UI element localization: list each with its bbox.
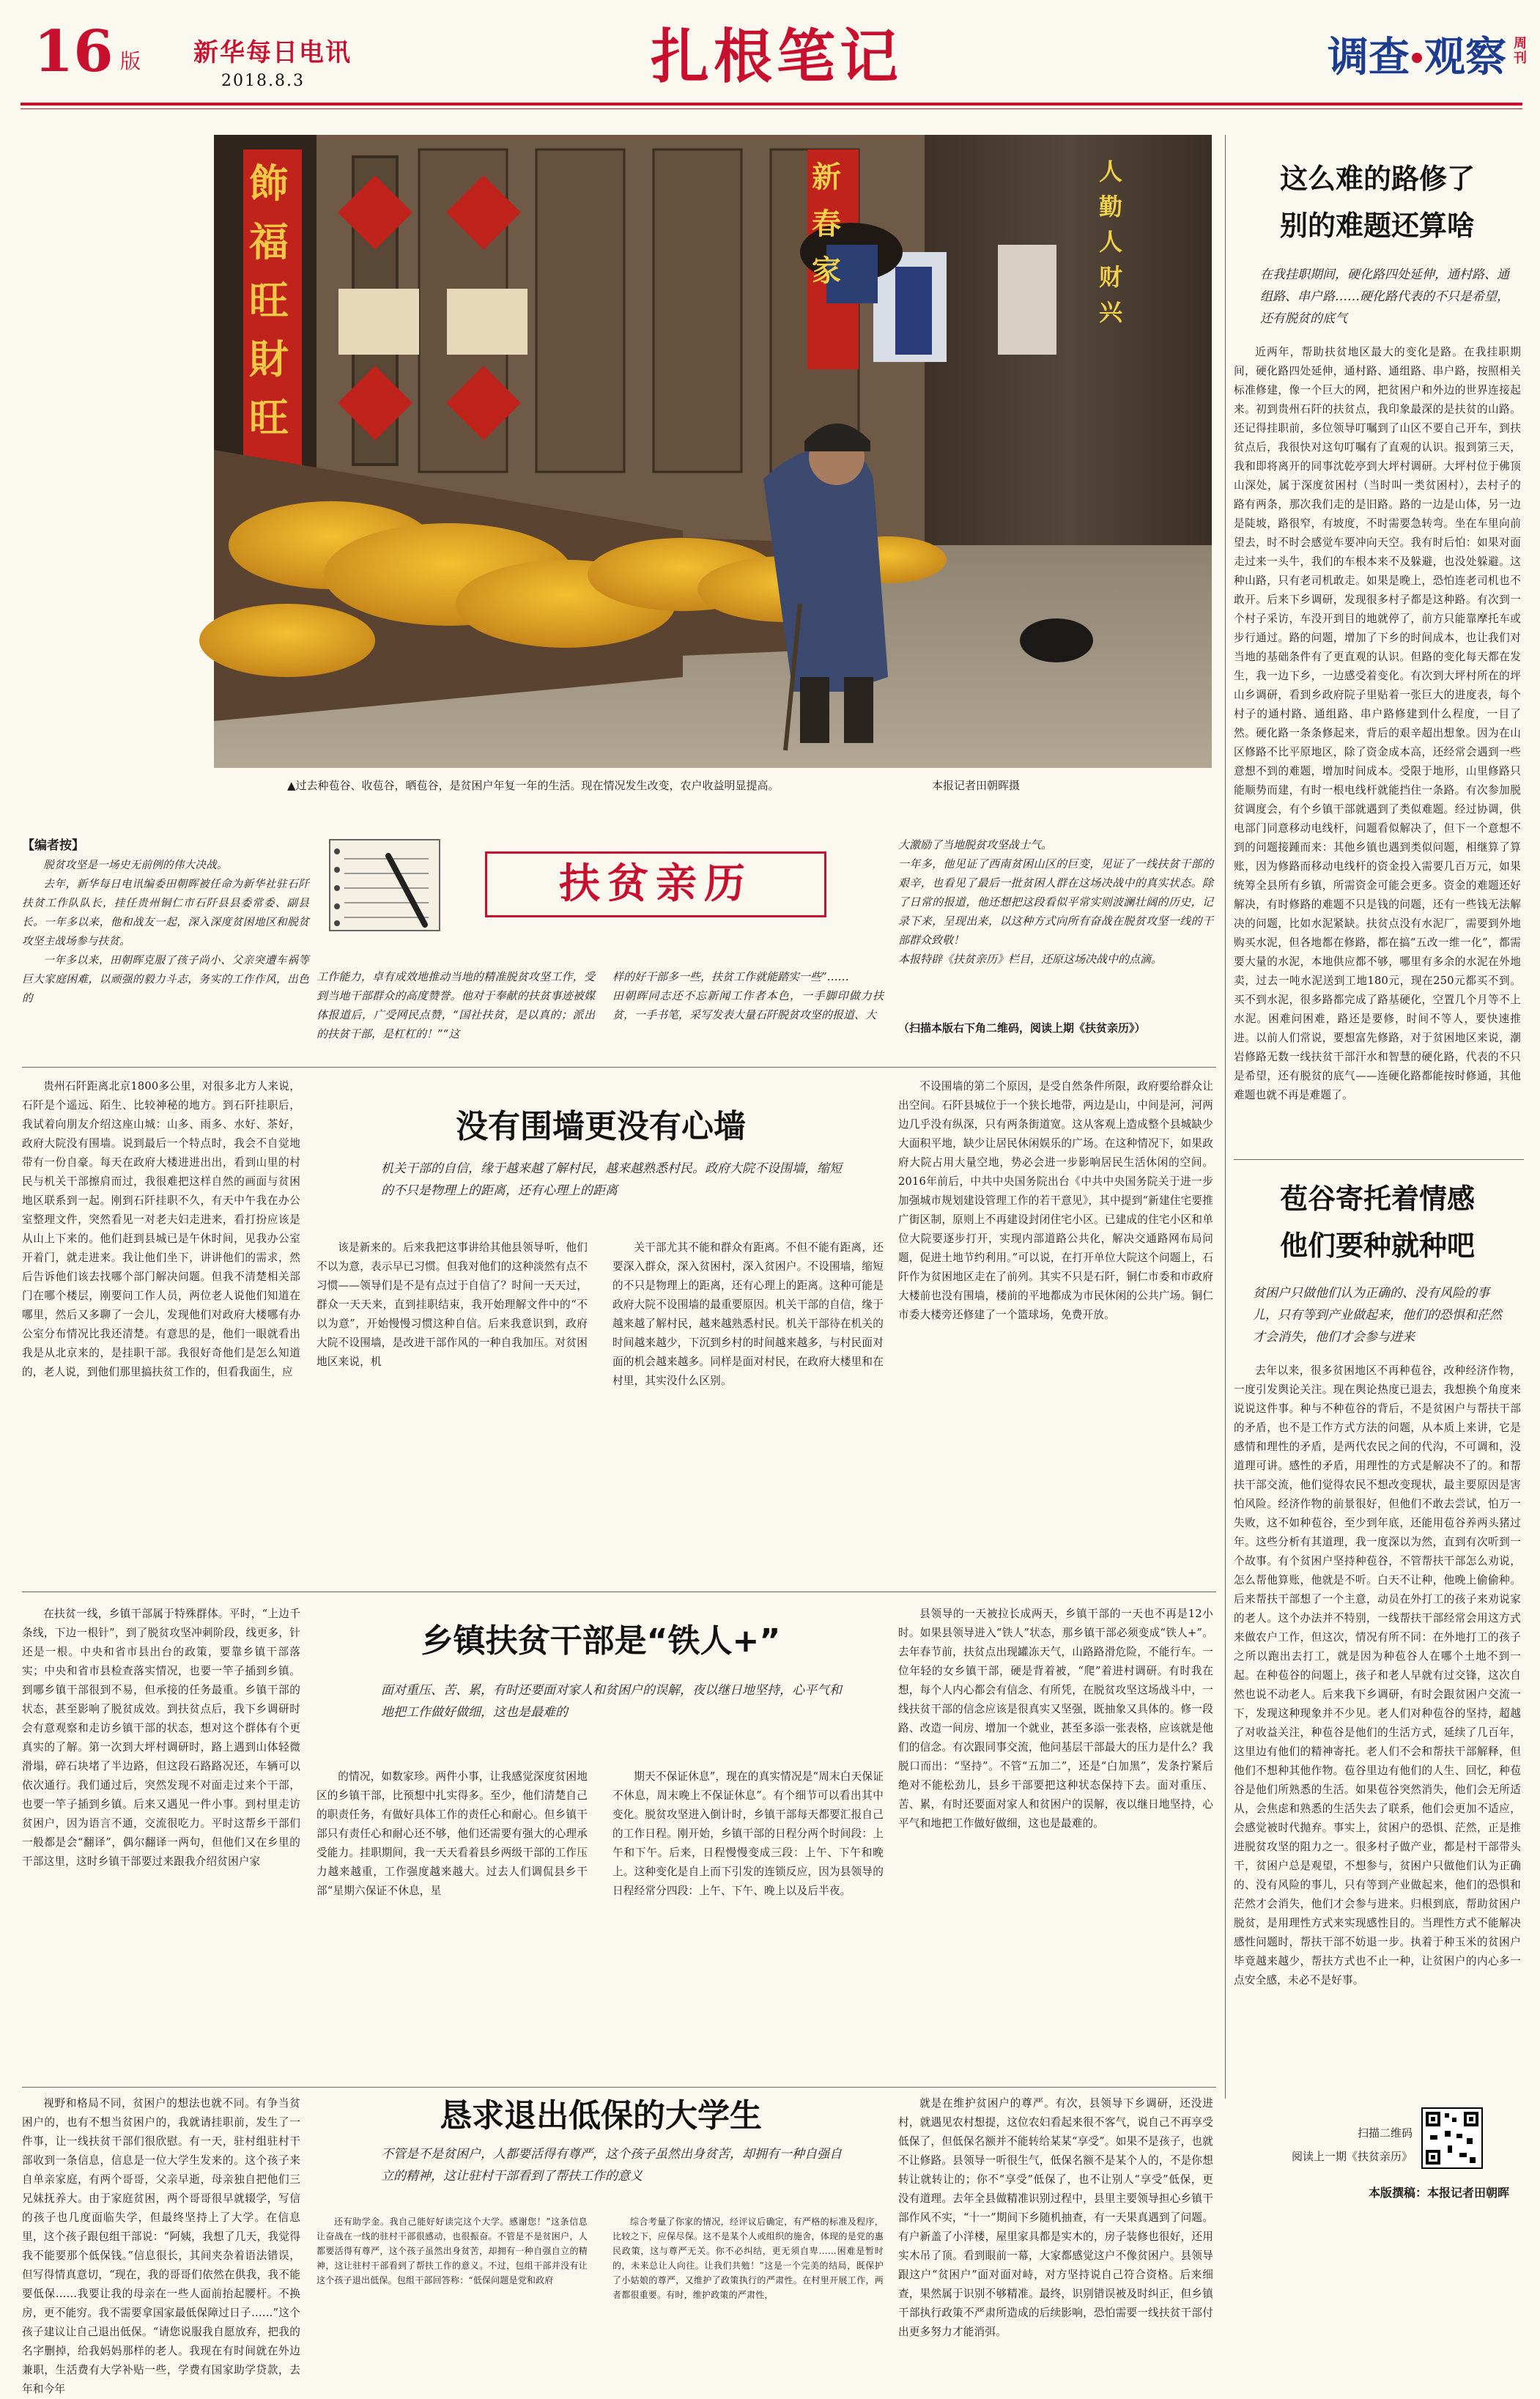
left-divider-3 (22, 2087, 1216, 2088)
right-section-divider (1234, 1159, 1524, 1160)
article-cadre-col2: 的情况，如数家珍。两件小事，让我感觉深度贫困地区的乡镇干部，比预想中扎实得多。至少，他们清楚自己的职责任务，有做好具体工作的责任心和耐心。但乡镇干部只有责任心和耐心还不够，他们还需要有强大的心理承受能力。挂职期间，我一天天看着县乡两级干部的工作压力越来越重，工作强度越来越大。过去人们调侃县乡干部“星期六保证不休息，星 (316, 1770, 588, 1897)
qr-code-icon[interactable] (1421, 2107, 1483, 2169)
editor-note-label: 【编者按】 (22, 838, 84, 853)
article-wall-col3: 关干部尤其不能和群众有距离。不但不能有距离，还要深入群众，深入贫困村，深入贫困户。不设围墙，缩短的不只是物理上的距离，还有心理上的距离。这种可能是政府大院不设围墙的最重要原因。机关干部的自信，缘于越来越了解村民，越来越熟悉村民。机关干部待在机关的时间越来越少，下沉到乡村的时间越来越多，与村民面对面的机会越来越多。同样是面对村民，在政府大楼里和在村里，其实没什么区别。 (612, 1241, 884, 1387)
article-student-title: 恳求退出低保的大学生 (440, 2097, 762, 2134)
editor-note-cont-2: 工作能力，卓有成效地推动当地的精准脱贫攻坚工作，受到当地干部群众的高度赞誉。他对于奉献的扶贫事迹被媒体报道后，广受网民点赞，“国社扶贫，是以真的；派出的扶贫干部，是杠杠的！”“这 (316, 970, 595, 1040)
section-title: 扎根笔记 (651, 23, 903, 91)
editor-note-p3: 一年多以来，田朝晖克服了孩子尚小、父亲突遭车祸等巨大家庭困难，以顽强的毅力斗志，务实的工作作风，出色的 (22, 954, 309, 1005)
article-road-body: 近两年，帮助扶贫地区最大的变化是路。在我挂职期间，硬化路四处延伸，通村路、通组路、串户路，按照相关标准修建，像一个巨大的网，把贫困户和外边的世界连接起来。初到贵州石阡的扶贫点，我印象最深的是扶贫的山路。还记得挂职前，多位领导叮嘱到了山区不要自己开车，到扶贫点后，我很快对这句叮嘱有了直观的认识。报到第三天，我和即将离开的同事沈乾亭到大坪村调研。大坪村位于佛顶山深处，属于深度贫困村（当时叫一类贫困村），去村子的路有两条，那次我们走的是旧路。路的一边是山体，另一边是陡坡，路很窄，有坡度，不时需要急转弯。坐在车里向前望去，时不时会感觉车要冲向天空。我有时后怕：如果对面走过来一头牛，我们的车根本来不及躲避，也没处躲避。这种山路，只有老司机敢走。如果是晚上，恐怕连老司机也不敢开。后来下乡调研，发现很多村子都是这种路。有次到一个村子采访，车没开到目的地就停了，前方只能靠摩托车或步行通过。路的问题，增加了下乡的时间成本，也让我们对当地的基础条件有了更直观的认识。但路的变化每天都在发生，我一边下乡，一边感受着变化。有次到大坪村所在的坪山乡调研，看到乡政府院子里贴着一张巨大的进度表，每个村子的通村路、通组路、串户路修建到什么程度，一目了然。硬化路一条条修起来，背后的艰辛超出想象。因为在山区修路不比平原地区，除了资金成本高，还经常会遇到一些意想不到的难题，增加时间成本。受限于地形，山里修路只能顺势而建，有时一根电线杆就能挡住一条路。有次参加脱贫调度会，有个乡镇干部就遇到了类似难题。经过协调，供电部门同意移动电线杆，问题看似解决了，但下一个意想不到的问题接踵而来：其他乡镇也遇到类似问题，相继算了算账，因为修路而移动电线杆的资金投入需要几百万元，如果统筹全县所有乡镇，所需资金可能会更多。资金的难题还好解决，有时修路的难题不只是钱的问题，还有一些钱无法解决的问题，比如水泥紧缺。扶贫点没有水泥厂，需要到外地购买水泥，但各地都在修路，都在搞“五改一维一化”，都需要大量的水泥，本地供应都不够，哪里有多余的水泥在外地卖，过去一吨水泥送到工地180元，现在250元都买不到。买不到水泥，很多路都完成了路基硬化，空置几个月等不上水泥。困难问困难，路还是要修，时间不等人，要快速推进。以前人们常说，要想富先修路，对于贫困地区来说，潮岩修路无数一线扶贫干部汗水和智慧的硬化路，代表的不只是希望，还有脱贫的底气——连硬化路都能按时修通，其他难题也就不再是难题了。 (1234, 346, 1521, 1101)
qr-reference: （扫描本版右下角二维码，阅读上期《扶贫亲历》） (898, 1021, 1146, 1035)
article-wall-lead: 机关干部的自信，缘于越来越了解村民，越来越熟悉村民。政府大院不设围墙，缩短的不只是物理上的距离，还有心理上的距离 (381, 1161, 842, 1198)
article-wall-col2: 该是新来的。后来我把这事讲给其他县领导听，他们不以为意，表示早已习惯。但我对他们的这种淡然有点不习惯——领导们是不是有点过于自信了？时间一天天过，群众一天天来，直到挂职结束，我开始理解文件中的“不以为意”，开始慢慢习惯这种自信。后来我意识到，政府大院不设围墙，是改进干部作风的一种自我加压。对贫困地区来说，机 (316, 1241, 588, 1368)
article-student-col1: 视野和格局不同，贫困户的想法也就不同。有争当贫困户的，也有不想当贫困户的，我就请挂职前，发生了一件事，让一线扶贫干部们很欣慰。有一天，驻村组驻村干部收到一条信息，信息是一位大学生发来的。这个孩子来自单亲家庭，有两个哥哥，父亲早逝，母亲独自把他们三兄妹抚养大。由于家庭贫困，两个哥哥很早就辍学，写信的孩子也几度面临失学，但最终坚持上了大学。在信息里，这个孩子跟包组干部说：“阿姨，我想了几天，我觉得我不能要那个低保钱。”信息很长，其间夹杂着语法错误，但写得情真意切，“现在，我的哥哥们依然在供我，我不能要低保……我要让我的母亲在一些人面前抬起腰杆。不换房，更不能穷。我不需要拿国家最低保障过日子……”这个孩子建议让自己退出低保。“请您说服我自愿放弃，把我的名字删掉，给我妈妈那样的老人。我现在有时间就在外边兼职，生活费有大学补贴一些，学费有国家助学贷款，去年和今年 (22, 2097, 300, 2395)
editor-note-p2: 去年，新华每日电讯编委田朝晖被任命为新华社驻石阡扶贫工作队队长，挂任贵州铜仁市石阡县县委常委、副县长。一年多以来，他和战友一起，深入深度贫困地区和脱贫攻坚主战场参与扶贫。 (22, 878, 309, 947)
qr-caption: 阅读上一期《扶贫亲历》 (1291, 2150, 1413, 2163)
article-road-title-2: 别的难题还算啥 (1279, 210, 1475, 242)
article-wall-col4: 不设围墙的第二个原因，是受自然条件所限，政府要给群众让出空间。石阡县城位于一个狭长地带，两边是山，中间是河，河两边几乎没有纵深，只有两条街道宽。这从客观上造成整个县城缺少大面积平地，缺少让居民休闲娱乐的广场。在这种情况下，如果政府大院占用大量空地，势必会进一步影响居民生活休闲的空间。2016年前后，中共中央国务院出台《中共中央国务院关于进一步加强城市规划建设管理工作的若干意见》，其中提到“新建住宅要推广街区制，原则上不再建设封闭住宅小区。已建成的住宅小区和单位大院要逐步打开，实现内部道路公共化，解决交通路网布局问题，促进土地节约利用。”可以说，在打开单位大院这个问题上，石阡作为贫困地区走在了前列。其实不只是石阡，铜仁市委和市政府大楼前也没有围墙，楼前的平地都成为市民休闲的公共广场。铜仁市委大楼旁还修建了一个篮球场，免费开放。 (898, 1080, 1213, 1321)
editor-note-cont-4: 大激励了当地脱贫攻坚战士气。 一年多，他见证了西南贫困山区的巨变，见证了一线扶贫干部的艰辛，也看见了最后一批贫困人群在这场决战中的真实状态。除了日常的报道，他还想把这段看似平常实则波澜壮阔的历史，记录下来，呈现出来，以这种方式向所有奋战在脱贫攻坚一线的干部群众致敬！ 本报特辟《扶贫亲历》栏目，还原这场决战中的点滴。 (898, 838, 1213, 966)
article-student-col4: 就是在维护贫困户的尊严。有次，县领导下乡调研，还没进村，就遇见农村想提，这位农妇看起来很不客气，说自己不再享受低保了，但低保名额并不能转给某某“享受”。如果不是孩子，也就不让修路。县领导一听很生气，低保名额不是某个人的，不是你想转让就转让的；你不“享受”低保了，也不让别人“享受”低保，更没有道理。去年全县做精准识别过程中，县里主要领导担心乡镇干部作风不实，“十一”期间下乡随机抽查，有一天果真遇到了问题。有户新盖了小洋楼，屋里家具都是实木的，房子装修也很好，还用实木吊了顶。看到眼前一幕，大家都感觉这户不像贫困户。县领导跟这户“贫困户”面对面对峙，对方坚持说自己符合资格。后来细查，果然属于识别不够精准。最终，识别错误被及时纠正，但乡镇干部执行政策不严肃所造成的后续影响，恐怕需要一线扶贫干部付出更多努力才能消弭。 (898, 2097, 1213, 2338)
article-wall-title: 没有围墙更没有心墙 (456, 1108, 746, 1145)
article-student-lead: 不管是不是贫困户，人都要活得有尊严，这个孩子虽然出身贫苦，却拥有一种自强自立的精神，这让驻村干部看到了帮扶工作的意义 (381, 2147, 842, 2184)
article-corn-body: 去年以来，很多贫困地区不再种苞谷，改种经济作物，一度引发舆论关注。现在舆论热度已退去，我想换个角度来说说这件事。种与不种苞谷的背后，不是贫困户与帮扶干部的矛盾，也不是工作方式方法的问题，从本质上来讲，它是感情和理性的矛盾，是两代农民之间的代沟，不可调和，没道理可讲。感性的矛盾，用理性的方式是解决不了的。和帮扶干部交流，他们觉得农民不想改变现状，最主要原因是害怕风险。经济作物的前景很好，但他们不敢去尝试，怕万一失败，这不如种苞谷，至少到年底，还能用苞谷养两头猪过年。这些分析有其道理，我一度深以为然，直到有次听到一个故事。有个贫困户坚持种苞谷，不管帮扶干部怎么劝说，怎么帮他算账，他就是不听。白天不让种，他晚上偷偷种。后来帮扶干部想了一个主意，动员在外打工的孩子来劝说家的老人。这个办法并不特别，一线帮扶干部经常会用这方式来做农户工作，但这次，情况有所不同：在外地打工的孩子之所以跑出去打工，就是因为种苞谷人在哪个土地不到一起。在种苞谷的问题上，孩子和老人早就有过交锋，这次自然也说不动老人。后来我下乡调研，有时会跟贫困户交流一下，发现这种现象并不少见。老人们对种苞谷的坚持，超越了对收益关注，种苞谷是他们的生活方式，延续了几百年，这里边有他们的精神寄托。老人们不会和帮扶干部解释，但他们不想种其他作物。苞谷里边有他们的人生、回忆，种苞谷是他们所熟悉的生活。如果苞谷突然消失，他们会无所适从，会焦虑和熟悉的生活失去了联系，他们会更加不适应，会感觉被时代抛弃。事实上，贫困户的恐惧、茫然，正是推进脱贫攻坚的阻力之一。很多村子做产业，都是村干部带头干，贫困户总是观望，不想参与，贫困户只做他们认为正确的、没有风险的事儿，只有等到产业做起来，他们的恐惧和茫然才会消失，他们才会参与进来。归根到底，帮助贫困户脱贫，是用理性方式来实现感性目的。当理性方式不能解决感性问题时，帮扶干部不妨退一步。执着于种玉米的贫困户毕竟越来越少，帮扶方式也不止一种，让贫困户的内心多一点安全感，未必不是好事。 (1234, 1364, 1521, 1986)
byline: 本版撰稿：本报记者田朝晖 (1368, 2186, 1509, 2200)
masthead-rule-thin (21, 108, 1522, 109)
article-cadre-title: 乡镇扶贫干部是“铁人+” (421, 1622, 781, 1660)
photo-caption: ▲过去种苞谷、收苞谷，晒苞谷，是贫困户年复一年的生活。现在情况发生改变，农户收益明显提高。 (287, 779, 780, 792)
notebook-pen-icon (315, 829, 462, 939)
editor-note-p1: 脱贫攻坚是一场史无前例的伟大决战。 (43, 859, 228, 871)
brand-part-a: 调查 (1328, 34, 1410, 81)
article-corn-title-1: 苞谷寄托着情感 (1279, 1183, 1475, 1215)
page-suffix: 版 (120, 49, 141, 73)
brand-part-b: 观察 (1424, 34, 1506, 81)
editor-note-cont-3: 样的好干部多一些，扶贫工作就能踏实一些”…… 田朝晖同志还不忘新闻工作者本色，一手脚印做力扶贫，一手书笔，采写发表大量石阡脱贫攻坚的报道、大 (612, 970, 884, 1021)
article-student-col3: 综合考量了你家的情况，经评议后确定，有严格的标准及程序，比较之下，应保尽保。这不是某个人或组织的施舍，体现的是党的惠民政策，这与尊严无关。你不必纠结，更无须自卑……困难是暂时的，未来总让人向往。让我们共勉！”这是一个完美的结局，既保护了小姑娘的尊严，又维护了政策执行的严肃性。在村里开展工作，两者都很重要。有时，维护政策的严肃性， (612, 2217, 884, 2300)
banner-box (485, 851, 826, 917)
lead-photo (214, 135, 1212, 768)
article-cadre-col1: 在扶贫一线，乡镇干部属于特殊群体。平时，“上边千条线，下边一根针”，到了脱贫攻坚冲刺阶段，线更多，针还是一根。中央和省市县出台的政策，要靠乡镇干部落实；中央和省市县检查落实情况，也要一竿子插到乡镇。到哪乡镇干部很到不易，但承接的任务最重。乡镇干部的状态，甚至影响了脱贫成效。到扶贫点后，我下乡调研时会有意观察和走访乡镇干部的状态，想对这个群体有个更真实的了解。第一次到大坪村调研时，路上遇到山体轻微滑塌，碎石块堵了半边路，但这段石路路况还，车辆可以依次通行。我们通过后，突然发现不对面走过来个干部，也要一竿子插到乡镇。后来又遇见一件小事。到村里走访贫困户，因为语言不通，交流很吃力。平时这帮乡干部们一般都是会“翻译”，偶尔翻译一两句，但他们又在乡里的干部这里，这时乡镇干部要过来跟我介绍贫困户家 (22, 1608, 300, 1868)
brand-periodical: 周刊 (1514, 36, 1527, 66)
photo-credit: 本报记者田朝晖摄 (932, 779, 1021, 792)
issue-date: 2018.8.3 (221, 72, 305, 90)
left-divider-1 (22, 1067, 1216, 1068)
article-cadre-col4: 县领导的一天被拉长成两天，乡镇干部的一天也不再是12小时。如果县领导进入“铁人”状态，那乡镇干部必须变成“铁人+”。去年春节前，扶贫点出现罐冻天气，山路路滑危险，不能行车。一位年轻的女乡镇干部，硬是背着被，“爬”着进村调研。有时我在想，每个人内心都会有信念、有所凭，在脱贫攻坚这场战斗中，一线扶贫干部的信念应该是很真实又坚强，既抽象又具体的。修一段路、改造一间房、增加一个就业，甚至多添一张表格，应该就是他们的信念。有次跟同事交流，他问基层干部最大的压力是什么？我脱口而出：“坚持”。不管“五加二”，还是“白加黑”，发条拧紧后绝对不能松劲儿，县乡干部要把这种状态保持下去。面对重压、苦、累，有时还要面对家人和贫困户的误解，夜以继日地坚持，心平气和地把工作做好做细，这也是最难的。 (898, 1608, 1213, 1830)
article-corn (1231, 1172, 1524, 2147)
qr-label: 扫描二维码 (1357, 2126, 1413, 2140)
article-student-col2: 还有助学金。我自己能好好读完这个大学。感谢您！”这条信息让奋战在一线的驻村干部很感动，也很振奋。不管是不是贫困户，人都要活得有尊严，这个孩子虽然出身贫苦，却拥有一种自强自立的精神，这让驻村干部看到了帮扶工作的意义。不过，包组干部并没有让这个孩子退出低保。包组干部回答称：“低保问题是党和政府 (316, 2217, 588, 2285)
article-road (1231, 135, 1524, 1153)
photo-couplet-far-right: 人勤人财兴 (1099, 158, 1123, 326)
photo-illustration (214, 135, 1212, 768)
qr-block (1245, 2103, 1524, 2228)
article-cadre-col3: 期天不保证休息”，现在的真实情况是“周末白天保证不休息，周末晚上不保证休息”。有个细节可以看出其中变化。脱贫攻坚进入倒计时，乡镇干部每天都要汇报自己的工作日程。刚开始，乡镇干部的日程分两个时间段：上午和下午。后来，日程慢慢变成三段：上午、下午和晚上。这种变化是自上而下引发的连锁反应，因为县领导的日程经常分四段：上午、下午、晚上以及后半夜。 (612, 1770, 884, 1897)
brand-logo (1328, 32, 1506, 84)
column-banner (315, 829, 886, 939)
page-number: 16 (34, 18, 114, 85)
masthead-rule (21, 103, 1522, 106)
article-corn-lead: 贫困户只做他们认为正确的、没有风险的事儿，只有等到产业做起来，他们的恐惧和茫然才会消失，他们才会参与进来 (1253, 1286, 1502, 1345)
editor-note (22, 835, 309, 1014)
banner-title: 扶贫亲历 (559, 860, 752, 908)
article-corn-title-2: 他们要种就种吧 (1279, 1230, 1475, 1262)
right-column-divider (1225, 135, 1226, 2099)
photo-couplet-left: 飾福旺財旺 (249, 160, 289, 441)
masthead (0, 0, 1540, 103)
article-road-lead: 在我挂职期间，硬化路四处延伸，通村路、通组路、串户路……硬化路代表的不只是希望，还有脱贫的底气 (1260, 267, 1509, 326)
article-cadre-lead: 面对重压、苦、累，有时还要面对家人和贫困户的误解，夜以继日地坚持，心平气和地把工作做好做细，这也是最难的 (381, 1683, 842, 1720)
article-wall-col1: 贵州石阡距离北京1800多公里，对很多北方人来说，石阡是个遥远、陌生、比较神秘的地方。到石阡挂职后，我试着向朋友介绍这座山城：山多、雨多、水好、茶好，政府大院没有围墙。说到最后一个特点时，我会不自觉地带有一份自豪。每天在政府大楼进进出出，看到山里的村民与机关干部擦肩而过，我很难把这样自然的画面与贫困地区联系到一起。刚到石阡挂职不久，有天中午我在办公室整理文件，突然看见一对老夫妇走进来，看打扮应该是从山上下来的。他们赶到县城已是午休时间，见我办公室开着门，就走进来。我让他们坐下，讲讲他们的需求，然后告诉他们该去找哪个部门解决问题。但我不清楚相关部门在哪个楼层，刚要问工作人员，两位老人说他们知道在哪里，然后又多聊了一会儿，发现他们对政府大楼哪有办公室分布情况比我还清楚。有意思的是，他们一眼就看出我是从北京来的，是挂职干部。我很好奇他们是怎么知道的，老人说，到他们那里搞扶贫工作的，但看我面生，应 (22, 1080, 300, 1378)
article-road-title-1: 这么难的路修了 (1279, 163, 1475, 195)
paper-name: 新华每日电讯 (193, 38, 352, 67)
photo-couplet-right: 新春家 (812, 160, 841, 288)
brand-dot-icon (1412, 53, 1422, 63)
